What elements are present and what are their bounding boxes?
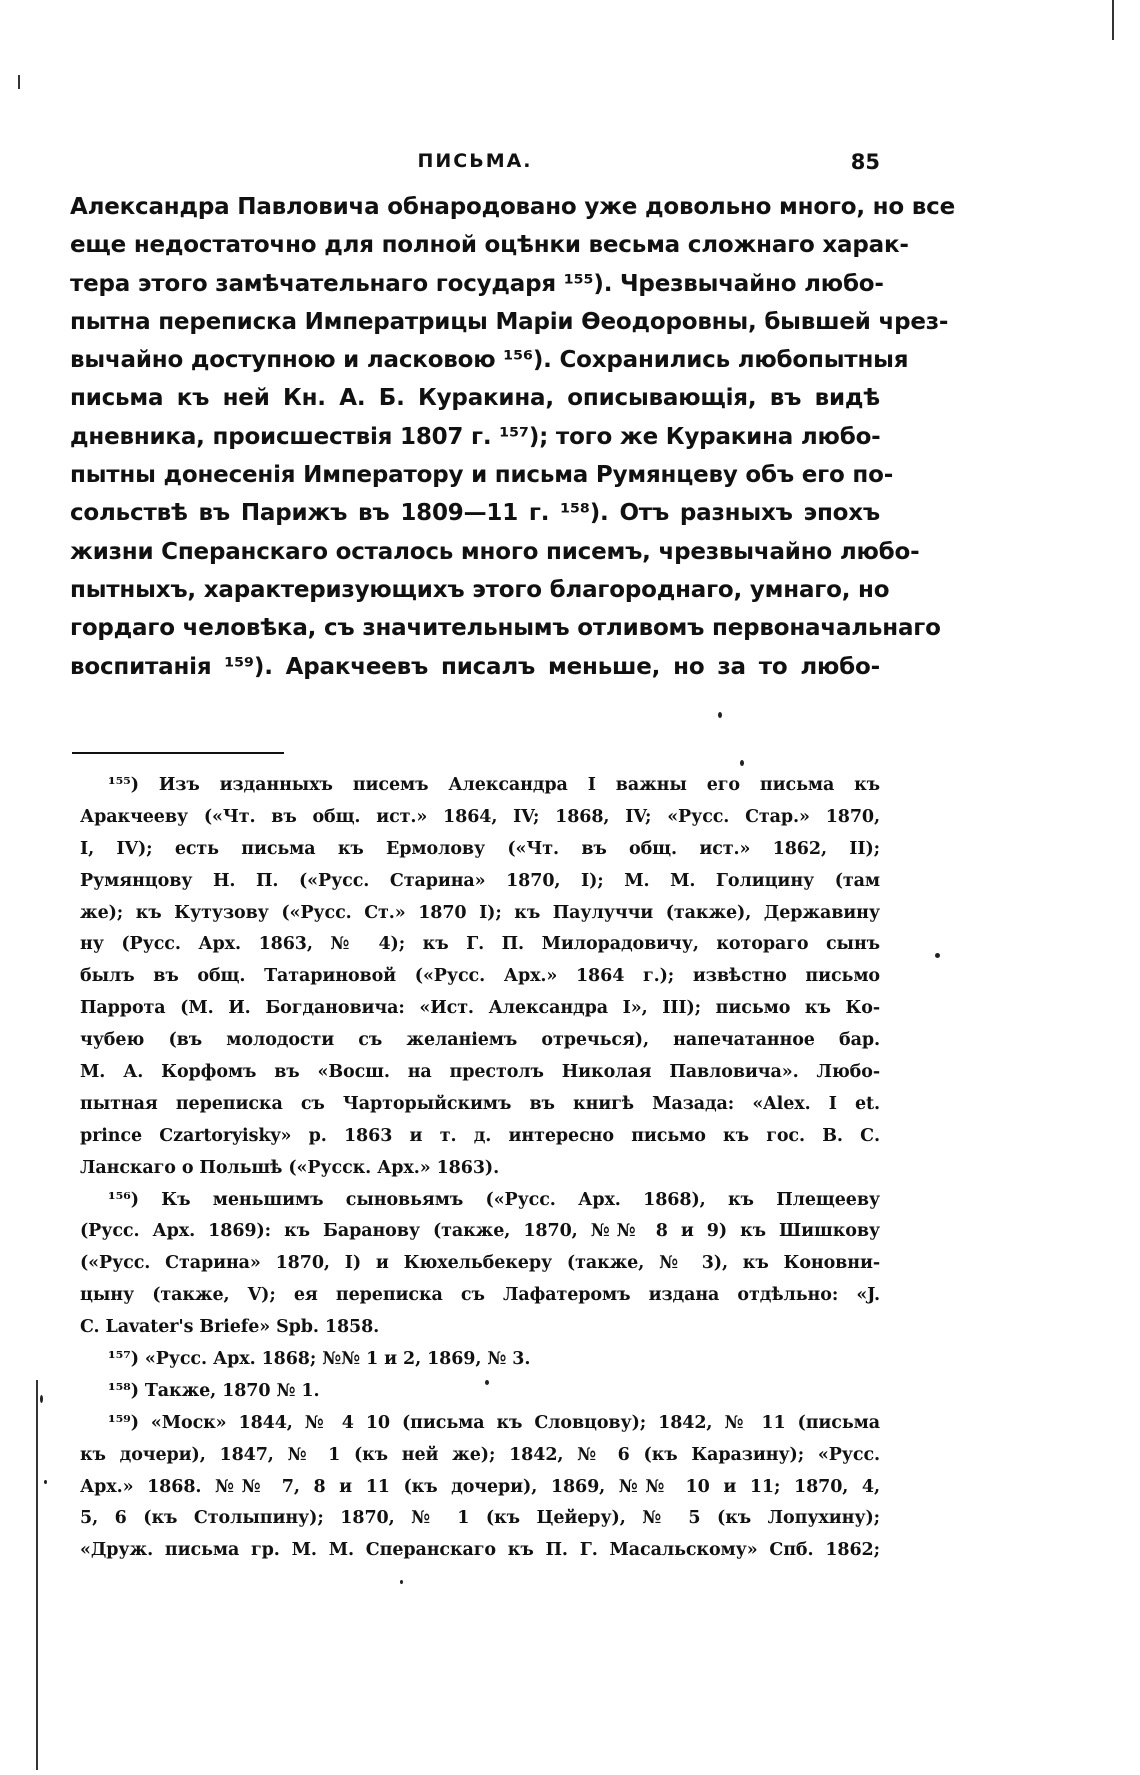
- main-text-line: Александра Павловича обнародовано уже довольно много, но все: [70, 194, 955, 220]
- main-text-line: пытныхъ, характеризующихъ этого благороднаго, умнаго, но: [70, 576, 890, 603]
- footnote-line: къ дочери), 1847, № 1 (къ ней же); 1842, № 6 (къ Каразину); «Русс.: [80, 1444, 880, 1465]
- footnote-line: (Русс. Арх. 1869): къ Баранову (также, 1870, №№ 8 и 9) къ Шишкову: [80, 1221, 880, 1242]
- footnote-line: же); къ Кутузову («Русс. Ст.» 1870 I); къ Паулуччи (также), Державину: [80, 902, 880, 923]
- footnote-line: Аракчееву («Чт. въ общ. ист.» 1864, IV; 1868, IV; «Русс. Стар.» 1870,: [80, 806, 880, 827]
- main-text-line: воспитанія ¹⁵⁹). Аракчеевъ писалъ меньше, но за то любо-: [70, 653, 880, 680]
- main-text-line: еще недостаточно для полной оцѣнки весьма сложнаго харак-: [70, 232, 909, 259]
- scan-speck: [485, 1380, 489, 1385]
- footnote-line: былъ въ общ. Татариновой («Русс. Арх.» 1864 г.); извѣстно письмо: [80, 966, 880, 987]
- scan-speck: [44, 1480, 47, 1484]
- scan-speck: [40, 1395, 43, 1403]
- scan-speck: [740, 760, 744, 766]
- scan-speck: [935, 953, 940, 958]
- running-title: ПИСЬМА.: [417, 150, 533, 172]
- footnote-line: Румянцову Н. П. («Русс. Старина» 1870, I); М. М. Голицину (там: [80, 870, 880, 891]
- scan-edge-mark: [1112, 0, 1114, 40]
- footnote-line: «Друж. письма гр. М. М. Сперанскаго къ П. Г. Масальскому» Спб. 1862;: [80, 1540, 880, 1561]
- page-number: 85: [850, 150, 880, 174]
- main-text-line: тера этого замѣчательнаго государя ¹⁵⁵). Чрезвычайно любо-: [70, 270, 884, 297]
- main-text-line: пытна переписка Императрицы Маріи Ѳеодоровны, бывшей чрез-: [70, 308, 949, 335]
- footnote-line: Арх.» 1868. №№ 7, 8 и 11 (къ дочери), 1869, №№ 10 и 11; 1870, 4,: [80, 1476, 880, 1497]
- footnote-line: C. Lavater's Briefe» Spb. 1858.: [80, 1317, 380, 1338]
- footnote-line: ¹⁵⁷) «Русс. Арх. 1868; №№ 1 и 2, 1869, № 3.: [108, 1349, 531, 1370]
- main-text-line: дневника, происшествія 1807 г. ¹⁵⁷); того же Куракина любо-: [70, 423, 881, 450]
- main-paragraph: [70, 188, 955, 686]
- footnote-line: ¹⁵⁸) Также, 1870 № 1.: [108, 1380, 320, 1401]
- footnote-line: Паррота (М. И. Богдановича: «Ист. Александра I», III); письмо къ Ко-: [80, 998, 880, 1019]
- footnote-line: пытная переписка съ Чарторыйскимъ въ книгѣ Мазада: «Alex. I et.: [80, 1093, 880, 1114]
- main-text-line: пытны донесенія Императору и письма Румянцеву объ его по-: [70, 462, 894, 489]
- footnote-line: цыну (также, V); ея переписка съ Лафатеромъ издана отдѣльно: «J.: [80, 1285, 880, 1306]
- main-text-line: сольствѣ въ Парижъ въ 1809—11 г. ¹⁵⁸). Отъ разныхъ эпохъ: [70, 500, 880, 527]
- footnote-line: 5, 6 (къ Столыпину); 1870, № 1 (къ Цейеру), № 5 (къ Лопухину);: [80, 1508, 880, 1529]
- footnote-line: prince Czartoryisky» p. 1863 и т. д. интересно письмо къ гос. В. С.: [80, 1125, 880, 1146]
- running-head: [70, 150, 880, 180]
- footnote-line: ¹⁵⁵) Изъ изданныхъ писемъ Александра I важны его письма къ: [108, 775, 880, 795]
- scan-edge-mark: [36, 1380, 38, 1770]
- main-text-line: вычайно доступною и ласковою ¹⁵⁶). Сохранились любопытныя: [70, 347, 909, 374]
- footnote-line: Ланскаго о Польшѣ («Русск. Арх.» 1863).: [80, 1157, 500, 1178]
- footnote-separator-rule: [72, 752, 284, 754]
- footnote-line: ну (Русс. Арх. 1863, № 4); къ Г. П. Милорадовичу, котораго сынъ: [80, 934, 880, 955]
- footnote-line: («Русс. Старина» 1870, I) и Кюхельбекеру (также, № 3), къ Коновни-: [80, 1253, 880, 1274]
- footnotes: [80, 770, 880, 1567]
- scan-edge-mark: [18, 75, 20, 89]
- footnote-line: чубею (въ молодости съ желаніемъ отречься), напечатанное бар.: [80, 1030, 880, 1051]
- scan-speck: [718, 712, 722, 718]
- footnote-line: ¹⁵⁶) Къ меньшимъ сыновьямъ («Русс. Арх. 1868), къ Плещееву: [108, 1189, 880, 1210]
- main-text-line: жизни Сперанскаго осталось много писемъ, чрезвычайно любо-: [70, 538, 920, 565]
- main-text-line: гордаго человѣка, съ значительнымъ отливомъ первоначальнаго: [70, 615, 941, 642]
- scan-speck: [400, 1580, 403, 1584]
- footnote-line: I, IV); есть письма къ Ермолову («Чт. въ общ. ист.» 1862, II);: [80, 838, 880, 859]
- main-text-line: письма къ ней Кн. А. Б. Куракина, описывающія, въ видѣ: [70, 385, 880, 412]
- footnote-line: М. А. Корфомъ въ «Восш. на престолъ Николая Павловича». Любо-: [80, 1062, 880, 1083]
- footnote-line: ¹⁵⁹) «Моск» 1844, № 4 10 (письма къ Словцову); 1842, № 11 (письма: [108, 1412, 880, 1433]
